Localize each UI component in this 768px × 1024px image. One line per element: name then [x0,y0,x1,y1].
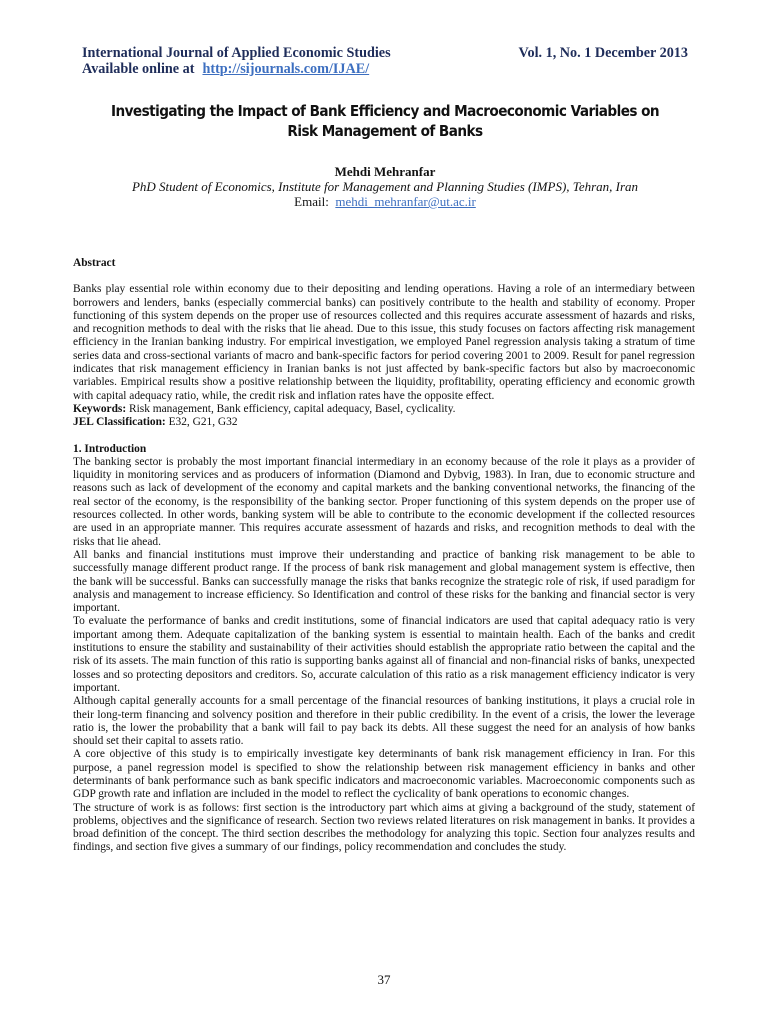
author-block [70,164,700,209]
paper-title: Investigating the Impact of Bank Efficiency and Macroeconomic Variables on Risk Management of Banks [110,103,660,140]
keywords-text: Risk management, Bank efficiency, capital adequacy, Basel, cyclicality. [129,402,456,415]
author-affiliation: PhD Student of Economics, Institute for Management and Planning Studies (IMPS), Tehran, Iran [131,179,639,194]
journal-header [82,45,688,77]
abstract-text: Banks play essential role within economy due to their depositing and lending operations. Having a role of an intermediary between borrowers and lenders, banks (especially commercial banks) can positively contribute to the health and stability of economy. Proper functioning of this system depends on the proper use of resources collected and this requires accurate assessment of hazards and risks, and recognition methods to deal with the risks that lie ahead. Due to this issue, this study focuses on factors affecting risk management efficiency in the Iranian banking industry. For empirical investigation, we employed Panel regression analysis taking a stratum of time series data and cross-sectional variants of macro and bank-specific factors for period covering 2001 to 2009. Result for panel regression indicates that risk management efficiency in Iranian banks is not just affected by bank-specific factors but also by macroeconomic variables. Empirical results show a positive relationship between the liquidity, profitability, operating efficiency and economic growth with capital adequacy ratio, while, the credit risk and inflation rates have the opposite effect. [73,283,695,402]
author-email-link[interactable]: mehdi_mehranfar@ut.ac.ir [335,194,476,209]
page-number: 37 [377,972,391,987]
intro-paragraph: The banking sector is probably the most important financial intermediary in an economy because of the role it plays as a provider of liquidity in monitoring services and as producers of information (Diamond and Dybvig, 1983). In Iran, due to economic structure and reasons such as lack of development of the economy and capital markets and the banking conventional networks, the financing of the real sector of the economy, is the responsibility of the banking sector. Proper functioning of this system depends on the proper use of resources collected. In other words, banking system will be able to contribute to the economic development if the collected resources are used in an appropriate manner. This requires accurate assessment of hazards and risks, and recognition methods to deal with the risks that lie ahead. [73,455,695,548]
abstract-heading: Abstract [73,257,116,269]
email-label: Email: [294,194,329,209]
journal-url-link[interactable]: http://sijournals.com/IJAE/ [202,61,370,77]
intro-paragraph: Although capital generally accounts for a small percentage of the financial resources of banking institutions, it plays a crucial role in their long-term financing and solvency position and therefore in their public credibility. In the event of a crisis, the lower the leverage ratio is, the lower the probability that a bank will fail to pay back its debts. All these suggest the need for an analysis of how banks should set their capital to assets ratio. [73,695,695,748]
jel-text: E32, G21, G32 [168,416,238,429]
journal-name: International Journal of Applied Economic Studies [82,45,391,61]
intro-paragraph: To evaluate the performance of banks and credit institutions, some of financial indicators are used that capital adequacy ratio is very important among them. Adequate capitalization of the banking system is essential to maintain health. Each of the banks and credit institutions to ensure the stability and sustainability of their activities should establish the appropriate ratio between the capital and the risk of its assets. The main function of this ratio is supporting banks against all of financial and non-financial risks of banks, unexpected losses and so protecting depositors and creditors. So, accurate calculation of this ratio as a risk management efficiency indicator is very important. [73,615,695,694]
journal-volume: Vol. 1, No. 1 December 2013 [518,45,688,61]
keywords-line [73,403,695,416]
paper-body [73,257,695,855]
author-name: Mehdi Mehranfar [334,164,436,179]
available-online-label: Available online at [82,61,195,77]
introduction-heading: 1. Introduction [73,442,147,455]
intro-paragraph: The structure of work is as follows: first section is the introductory part which aims at giving a background of the study, statement of problems, objectives and the significance of research. Section two reviews related literatures on risk management in banks. It provides a broad definition of the concept. The third section describes the methodology for analyzing this topic. Section four analyzes results and findings, and section five gives a summary of our findings, policy recommendation and concludes the study. [73,801,695,854]
keywords-label: Keywords: [73,402,127,415]
intro-paragraph: A core objective of this study is to empirically investigate key determinants of bank risk management efficiency in Iran. For this purpose, a panel regression model is specified to show the relationship between risk management efficiency in banks and other determinants of bank performance such as bank specific indicators and macroeconomic variables. Macroeconomic components such as GDP growth rate and inflation are included in the model to reflect the cyclicality of bank operations to economic changes. [73,748,695,801]
intro-paragraph: All banks and financial institutions must improve their understanding and practice of banking risk management to be able to successfully manage different product range. If the process of bank risk management and global management system is effective, then the bank will be successful. Banks can successfully manage the risks that banks recognize the strategic role of risk, if used paradigm for analysis and management to increase efficiency. So Identification and control of these risks for the banking and financial sector is very important. [73,548,695,615]
jel-label: JEL Classification: [73,416,166,429]
jel-line [73,416,695,429]
